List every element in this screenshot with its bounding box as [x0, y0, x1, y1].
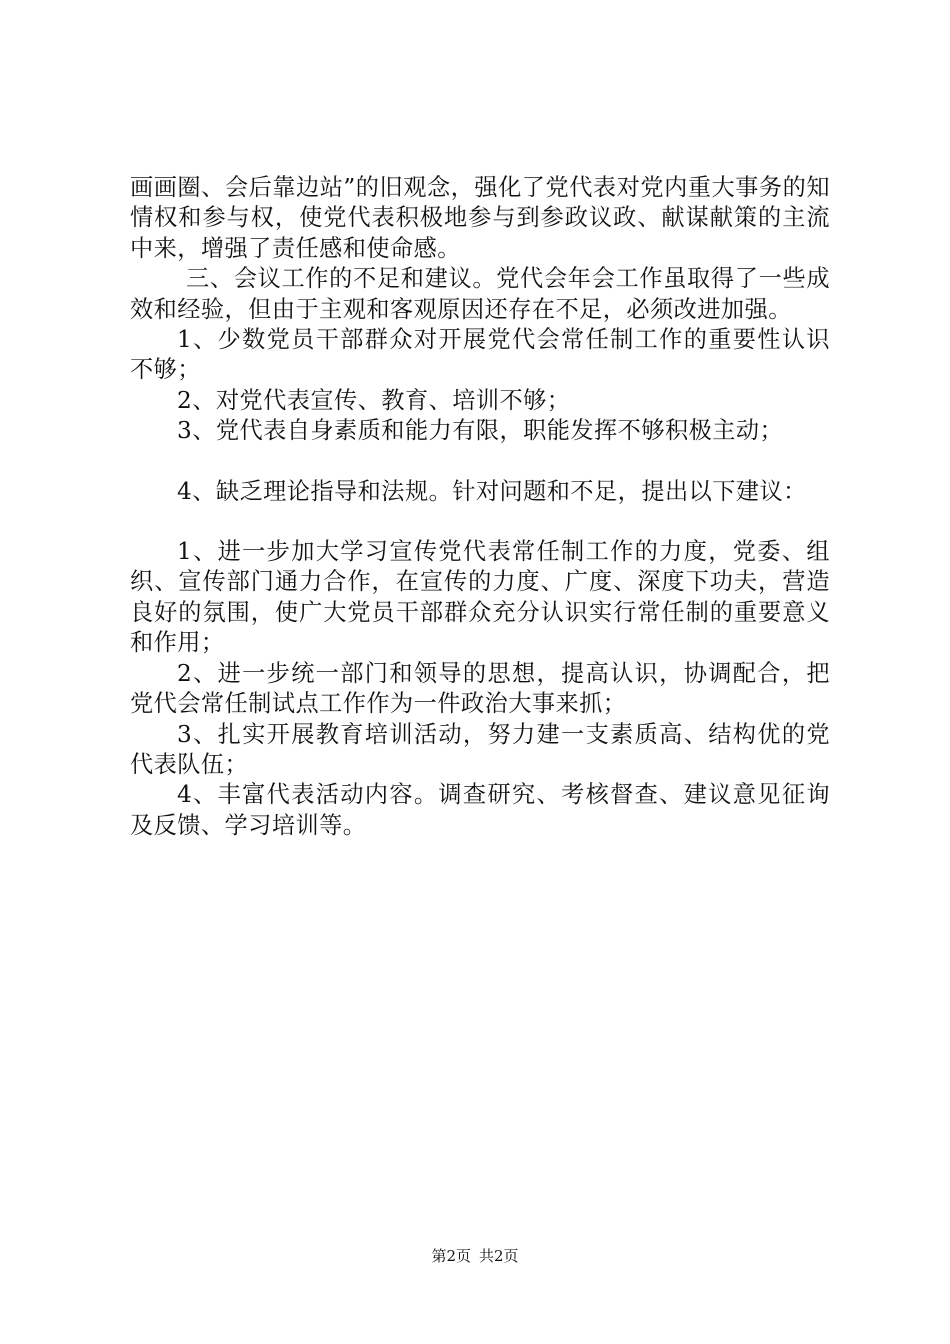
paragraph-section-three: 三、会议工作的不足和建议。党代会年会工作虽取得了一些成效和经验，但由于主观和客观原因还存在不足，必须改进加强。	[130, 265, 830, 323]
page-footer	[0, 1247, 950, 1265]
paragraph-shortcoming-4: 4、缺乏理论指导和法规。针对问题和不足，提出以下建议：	[177, 477, 807, 505]
paragraph-suggestion-3: 3、扎实开展教育培训活动，努力建一支素质高、结构优的党代表队伍；	[130, 720, 830, 778]
paragraph-suggestion-4: 4、丰富代表活动内容。调查研究、考核督查、建议意见征询及反馈、学习培训等。	[130, 781, 830, 839]
document-body	[130, 173, 830, 841]
page-number: 第2页	[431, 1247, 471, 1265]
paragraph-suggestion-2: 2、进一步统一部门和领导的思想，提高认识，协调配合，把党代会常任制试点工作作为一件政治大事来抓；	[130, 659, 830, 718]
paragraph-shortcoming-3: 3、党代表自身素质和能力有限，职能发挥不够积极主动；	[177, 417, 784, 445]
paragraph-shortcoming-2: 2、对党代表宣传、教育、培训不够；	[177, 386, 571, 414]
paragraph-continuation: 画画圈、会后靠边站”的旧观念，强化了党代表对党内重大事务的知情权和参与权，使党代表积极地参与到参政议政、献谋献策的主流中来，增强了责任感和使命感。	[130, 174, 830, 262]
paragraph-suggestion-1: 1、进一步加大学习宣传党代表常任制工作的力度，党委、组织、宣传部门通力合作，在宣传的力度、广度、深度下功夫，营造良好的氛围，使广大党员干部群众充分认识实行常任制的重要意义和作用；	[130, 538, 830, 657]
paragraph-shortcoming-1: 1、少数党员干部群众对开展党代会常任制工作的重要性认识不够；	[130, 326, 830, 384]
page-total: 共2页	[479, 1247, 519, 1265]
